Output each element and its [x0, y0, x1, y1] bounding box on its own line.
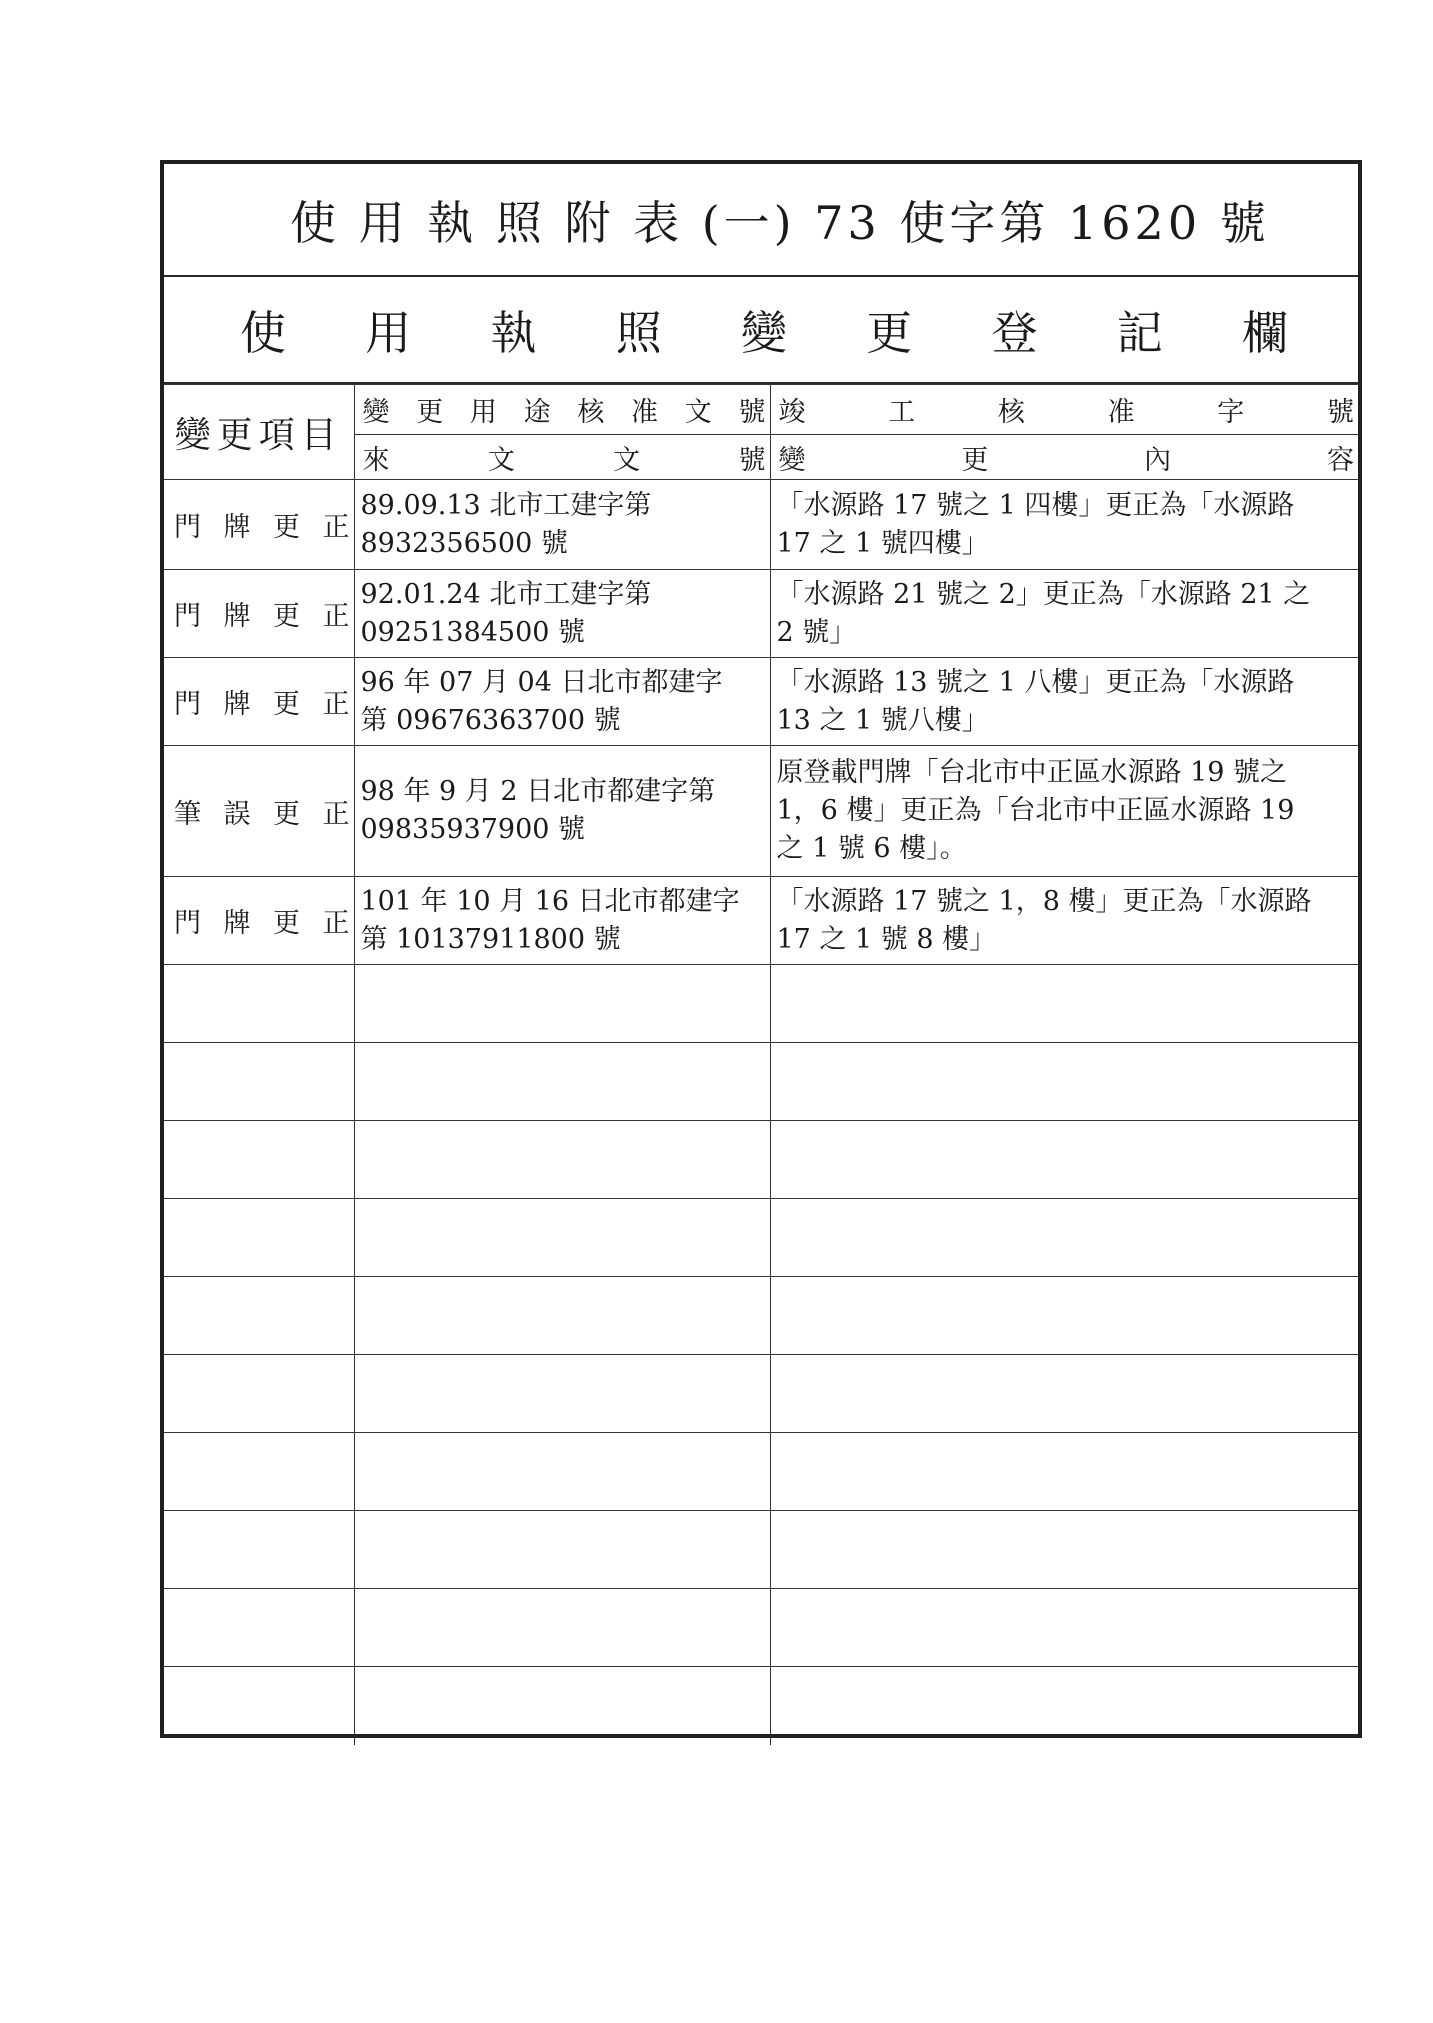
empty-cell	[770, 1121, 1358, 1199]
change-item-char: 更	[273, 601, 300, 632]
change-content-line: 「水源路 21 號之 2」更正為「水源路 21 之	[776, 578, 1311, 610]
incoming-doc-line: 101 年 10 月 16 日北市都建字	[360, 885, 740, 917]
empty-cell	[354, 1121, 770, 1199]
change-content-line: 之 1 號 6 樓」。	[776, 833, 967, 864]
change-item-char: 筆	[174, 798, 201, 830]
change-item-label	[164, 505, 354, 544]
header-label-char: 途	[523, 397, 551, 428]
empty-cell	[770, 1277, 1358, 1355]
header-label-char: 工	[888, 397, 916, 428]
empty-cell	[770, 1511, 1358, 1589]
incoming-doc-cell	[354, 658, 770, 746]
change-content-line: 「水源路 17 號之 1，8 樓」更正為「水源路	[776, 885, 1312, 917]
empty-row	[164, 1043, 1358, 1121]
record-row	[164, 746, 1358, 877]
empty-cell	[164, 1277, 354, 1355]
incoming-doc-line: 第 09676363700 號	[360, 704, 621, 736]
header-label-char: 內	[1144, 444, 1172, 476]
heading-char: 變	[741, 305, 787, 360]
header-label-char: 容	[1326, 444, 1354, 476]
change-item-label	[164, 682, 354, 721]
change-content-line: 13 之 1 號八樓」	[776, 704, 989, 736]
header-label-char: 變	[778, 444, 806, 476]
empty-cell	[354, 1043, 770, 1121]
empty-cell	[164, 1433, 354, 1511]
empty-cell	[770, 1589, 1358, 1667]
record-row	[164, 877, 1358, 965]
heading-char: 用	[365, 305, 412, 360]
empty-cell	[354, 1667, 770, 1745]
incoming-doc-cell	[354, 877, 770, 965]
change-item-char: 更	[273, 908, 300, 939]
header-label-char: 號	[738, 397, 766, 428]
change-item-char: 牌	[223, 908, 251, 939]
form-title: 使 用 執 照 附 表 (一) 73 使字第 1620 號	[290, 195, 1270, 250]
change-item-char: 正	[322, 798, 350, 830]
change-item-char: 誤	[223, 798, 251, 830]
change-content-line: 2 號」	[776, 616, 857, 648]
header-change-content	[770, 435, 1358, 480]
change-register-table	[164, 384, 1358, 1745]
change-item-char: 門	[174, 512, 201, 543]
change-item-label	[164, 792, 354, 831]
incoming-doc-cell	[354, 746, 770, 877]
empty-cell	[770, 1199, 1358, 1277]
change-item-char: 正	[322, 601, 350, 632]
header-label-char: 文	[487, 444, 515, 476]
incoming-doc-line: 8932356500 號	[360, 527, 568, 559]
incoming-doc-cell	[354, 480, 770, 570]
empty-cell	[164, 1199, 354, 1277]
empty-cell	[164, 1667, 354, 1745]
section-heading	[164, 277, 1358, 384]
change-item-cell	[164, 658, 354, 746]
incoming-doc-line: 第 10137911800 號	[360, 923, 621, 955]
empty-row	[164, 1511, 1358, 1589]
heading-char: 執	[490, 305, 537, 360]
heading-char: 照	[615, 305, 662, 360]
change-item-cell	[164, 480, 354, 570]
change-item-char: 門	[174, 908, 201, 939]
header-label-char: 文	[684, 397, 712, 428]
empty-cell	[164, 1355, 354, 1433]
change-item-char: 更	[273, 512, 300, 543]
empty-cell	[164, 1121, 354, 1199]
change-item-char: 更	[273, 798, 300, 830]
change-item-char: 正	[322, 512, 350, 543]
change-item-char: 正	[322, 908, 350, 939]
header-label-char: 號	[1326, 397, 1354, 428]
empty-row	[164, 1277, 1358, 1355]
change-item-char: 牌	[223, 689, 251, 720]
empty-row	[164, 965, 1358, 1043]
change-content-line: 17 之 1 號 8 樓」	[776, 923, 997, 955]
header-label-char: 准	[631, 397, 659, 428]
empty-cell	[164, 1043, 354, 1121]
change-content-line: 「水源路 17 號之 1 四樓」更正為「水源路	[776, 489, 1295, 521]
header-label-char: 來	[362, 444, 390, 476]
header-label-char: 用	[469, 397, 497, 428]
heading-char: 欄	[1242, 305, 1288, 360]
header-incoming-doc	[354, 435, 770, 480]
empty-cell	[164, 965, 354, 1043]
change-item-char: 牌	[223, 512, 251, 543]
header-change-item: 變更項目	[164, 385, 354, 480]
change-content-cell	[770, 746, 1358, 877]
header-approval-doc	[354, 385, 770, 435]
empty-cell	[354, 965, 770, 1043]
change-item-char: 門	[174, 689, 201, 720]
incoming-doc-line: 09835937900 號	[360, 814, 586, 845]
record-row	[164, 480, 1358, 570]
header-label-char: 准	[1107, 397, 1135, 428]
incoming-doc-line: 98 年 9 月 2 日北市都建字第	[360, 776, 716, 807]
change-item-char: 門	[174, 601, 201, 632]
header-completion-no	[770, 385, 1358, 435]
header-label-char: 文	[613, 444, 641, 476]
change-content-cell	[770, 658, 1358, 746]
change-item-char: 更	[273, 689, 300, 720]
change-item-label	[164, 594, 354, 633]
change-content-line: 「水源路 13 號之 1 八樓」更正為「水源路	[776, 666, 1295, 698]
header-label-char: 變	[362, 397, 390, 428]
header-label-char: 字	[1217, 397, 1245, 428]
change-item-cell	[164, 877, 354, 965]
header-label-char: 更	[961, 444, 989, 476]
empty-row	[164, 1199, 1358, 1277]
empty-cell	[770, 1667, 1358, 1745]
incoming-doc-cell	[354, 570, 770, 658]
empty-row	[164, 1667, 1358, 1745]
empty-cell	[354, 1433, 770, 1511]
record-row	[164, 658, 1358, 746]
usage-license-form	[160, 160, 1362, 1738]
empty-cell	[354, 1199, 770, 1277]
empty-cell	[354, 1277, 770, 1355]
incoming-doc-line: 96 年 07 月 04 日北市都建字	[360, 666, 723, 698]
change-content-cell	[770, 570, 1358, 658]
empty-cell	[354, 1589, 770, 1667]
record-row	[164, 570, 1358, 658]
empty-cell	[770, 1355, 1358, 1433]
empty-cell	[770, 1043, 1358, 1121]
heading-char: 記	[1116, 305, 1163, 360]
change-content-line: 原登載門牌「台北市中正區水源路 19 號之	[776, 757, 1288, 788]
incoming-doc-line: 09251384500 號	[360, 616, 586, 648]
header-label-char: 更	[416, 397, 444, 428]
incoming-doc-line: 89.09.13 北市工建字第	[360, 489, 652, 521]
heading-char: 使	[240, 305, 286, 360]
change-item-char: 牌	[223, 601, 251, 632]
header-label-char: 號	[738, 444, 766, 476]
heading-char: 更	[866, 305, 913, 360]
change-content-line: 1，6 樓」更正為「台北市中正區水源路 19	[776, 795, 1295, 826]
title-row	[164, 164, 1358, 277]
change-item-cell	[164, 570, 354, 658]
change-item-char: 正	[322, 689, 350, 720]
header-label-char: 核	[997, 397, 1025, 428]
change-content-line: 17 之 1 號四樓」	[776, 527, 989, 559]
empty-cell	[354, 1355, 770, 1433]
header-row-top	[164, 385, 1358, 435]
empty-row	[164, 1433, 1358, 1511]
heading-char: 登	[991, 305, 1038, 360]
empty-cell	[770, 1433, 1358, 1511]
header-label-char: 核	[577, 397, 605, 428]
empty-cell	[164, 1589, 354, 1667]
change-content-cell	[770, 480, 1358, 570]
empty-cell	[354, 1511, 770, 1589]
change-item-cell	[164, 746, 354, 877]
empty-cell	[164, 1511, 354, 1589]
change-content-cell	[770, 877, 1358, 965]
empty-row	[164, 1121, 1358, 1199]
empty-row	[164, 1355, 1358, 1433]
header-label-char: 竣	[778, 397, 806, 428]
empty-row	[164, 1589, 1358, 1667]
incoming-doc-line: 92.01.24 北市工建字第	[360, 578, 652, 610]
change-item-label	[164, 901, 354, 940]
empty-cell	[770, 965, 1358, 1043]
